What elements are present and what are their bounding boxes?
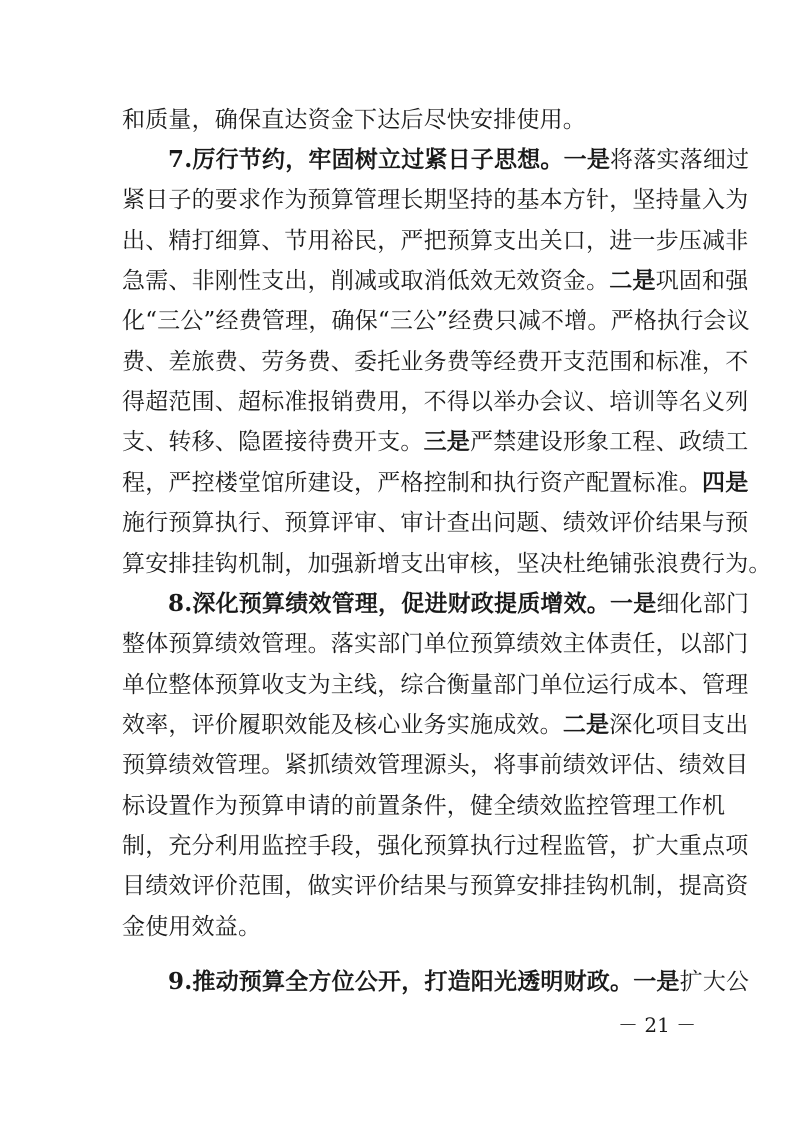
body-text-line — [122, 342, 749, 382]
text-run: 巩固和强 — [655, 268, 749, 294]
body-text-line — [122, 665, 749, 705]
body-text-line — [122, 826, 749, 866]
body-text-line — [122, 100, 674, 140]
body-text-line — [122, 866, 749, 906]
body-text-line — [122, 544, 772, 584]
section-heading-9: 9.推动预算全方位公开，打造阳光透明财政。 — [168, 968, 634, 995]
ordinal-marker: 三是 — [423, 428, 471, 455]
ordinal-marker: 一是 — [610, 590, 657, 617]
body-text-line — [122, 745, 749, 785]
body-text-line — [122, 180, 749, 220]
body-text-line — [122, 382, 749, 422]
ordinal-marker: 一是 — [563, 146, 611, 173]
body-text-line — [122, 422, 749, 462]
ordinal-marker: 一是 — [633, 968, 680, 995]
section-heading-line — [168, 140, 750, 180]
text-run: 程，严控楼堂馆所建设，严格控制和执行资产配置标准。 — [122, 470, 702, 496]
text-run: 整体预算绩效管理。落实部门单位预算绩效主体责任，以部门 — [122, 631, 749, 657]
text-run: 算安排挂钩机制，加强新增支出审核，坚决杜绝铺张浪费行为。 — [122, 551, 772, 577]
body-text-line — [122, 301, 750, 341]
body-text-line — [122, 705, 749, 745]
body-text-line — [122, 221, 749, 261]
text-run: 标设置作为预算申请的前置条件，健全绩效监控管理工作机 — [122, 793, 726, 819]
text-run: 费、差旅费、劳务费、委托业务费等经费开支范围和标准，不 — [122, 349, 749, 375]
text-run: 将落实落细过 — [610, 147, 750, 173]
body-text-line — [122, 786, 726, 826]
text-run: 预算绩效管理。紧抓绩效管理源头，将事前绩效评估、绩效目 — [122, 752, 749, 778]
text-run: 化“三公”经费管理，确保“三公”经费只减不增。严格执行会议 — [122, 308, 750, 334]
ordinal-marker: 二是 — [562, 711, 610, 738]
body-text-line — [122, 503, 749, 543]
ordinal-marker: 四是 — [702, 469, 749, 496]
text-run: 急需、非刚性支出，削减或取消低效无效资金。 — [122, 268, 610, 294]
text-run: 施行预算执行、预算评审、审计查出问题、绩效评价结果与预 — [122, 510, 749, 536]
page-number: － 21 － — [618, 1013, 697, 1037]
text-run: 目绩效评价范围，做实评价结果与预算安排挂钩机制，提高资 — [122, 873, 749, 899]
body-text-line — [122, 907, 674, 947]
text-run: 深化项目支出 — [609, 712, 749, 738]
text-run: 细化部门 — [656, 591, 750, 617]
body-text-line — [122, 261, 749, 301]
text-run: 金使用效益。 — [122, 914, 262, 940]
section-heading-line — [168, 962, 750, 1002]
text-run: 单位整体预算收支为主线，综合衡量部门单位运行成本、管理 — [122, 672, 749, 698]
text-run: 和质量，确保直达资金下达后尽快安排使用。 — [122, 107, 586, 133]
body-text-line — [122, 624, 749, 664]
section-heading-7: 7.厉行节约，牢固树立过紧日子思想。 — [168, 146, 564, 173]
text-run: 严禁建设形象工程、政绩工 — [470, 429, 749, 455]
section-heading-8: 8.深化预算绩效管理，促进财政提质增效。 — [168, 590, 611, 617]
text-run: 效率，评价履职效能及核心业务实施成效。 — [122, 712, 563, 738]
text-run: 紧日子的要求作为预算管理长期坚持的基本方针，坚持量入为 — [122, 187, 749, 213]
text-run: 得超范围、超标准报销费用，不得以举办会议、培训等名义列 — [122, 389, 749, 415]
body-text-line — [122, 463, 749, 503]
text-run: 出、精打细算、节用裕民，严把预算支出关口，进一步压减非 — [122, 228, 749, 254]
text-run: 扩大公 — [679, 969, 750, 995]
text-run: 支、转移、隐匿接待费开支。 — [122, 429, 424, 455]
section-heading-line — [168, 584, 750, 624]
text-run: 制，充分利用监控手段，强化预算执行过程监管，扩大重点项 — [122, 833, 749, 859]
ordinal-marker: 二是 — [609, 267, 656, 294]
